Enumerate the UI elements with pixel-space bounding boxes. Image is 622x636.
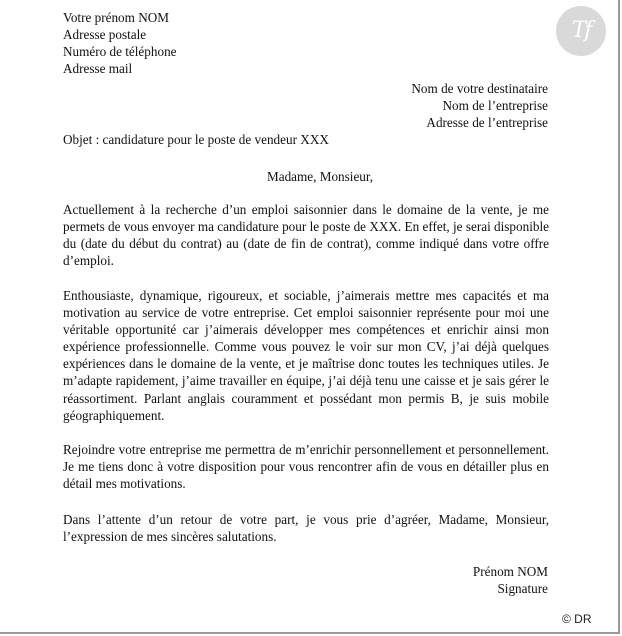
sender-address: Adresse postale: [63, 27, 147, 43]
paragraph-text: Actuellement à la recherche d’un emploi saisonnier dans le domaine de la vente, je me permets de vous envoyer ma candidature pour le poste de XXX. En effet, je serai disponible du (date du début du contrat) au (date de fin de contrat), comme indiqué dans votre offre d’emploi.: [63, 202, 549, 269]
sender-name: Votre prénom NOM: [63, 10, 169, 25]
closing-name: Prénom NOM: [472, 564, 548, 579]
paragraph-text: Rejoindre votre entreprise me permettra de m’enrichir personnellement et personnellement. Je me tiens donc à votre disposition pour vous rencontrer afin de vous en détailler plus en détail mes motivations.: [63, 442, 549, 492]
photo-credit: © DR: [562, 612, 592, 626]
recipient-name: Nom de votre destinataire: [411, 81, 548, 96]
sender-phone: Numéro de téléphone: [63, 44, 177, 60]
closing-block: [473, 563, 548, 597]
recipient-address: Adresse de l’entreprise: [426, 115, 548, 131]
subject-line: Objet : candidature pour le poste de vendeur XXX: [63, 132, 329, 147]
sender-block: [63, 9, 177, 77]
paragraph-text: Dans l’attente d’un retour de votre part, je vous prie d’agréer, Madame, Monsieur, l’expression de mes sincères salutations.: [63, 512, 549, 545]
paragraph-2: [63, 287, 549, 424]
closing-signature: Signature: [497, 581, 548, 597]
paragraph-1: [63, 201, 549, 269]
recipient-company: Nom de l’entreprise: [442, 98, 548, 114]
recipient-block: [411, 80, 548, 131]
paragraph-3: [63, 441, 549, 492]
paragraph-4: [63, 511, 549, 545]
terrafemina-logo-icon: [556, 6, 606, 56]
sender-email: Adresse mail: [63, 61, 133, 77]
salutation: Madame, Monsieur,: [267, 169, 374, 184]
paragraph-text: Enthousiaste, dynamique, rigoureux, et sociable, j’aimerais mettre mes capacités et ma motivation au service de votre entreprise. Cet emploi saisonnier représente pour moi une véritable opportunité car j’aimerais développer mes compétences et enrichir ainsi mon expérience professionnelle. Comme vous pouvez le voir sur mon CV, j’ai déjà quelques expériences dans le domaine de la vente, et je maîtrise donc toutes les techniques utiles. Je m’adapte rapidement, j’aime travailler en équipe, j’ai déjà tenu une caisse et je sais gérer le réassortiment. Parlant anglais couramment et possédant mon permis B, je suis mobile géographiquement.: [63, 288, 549, 423]
logo-text: Tf: [571, 18, 591, 44]
